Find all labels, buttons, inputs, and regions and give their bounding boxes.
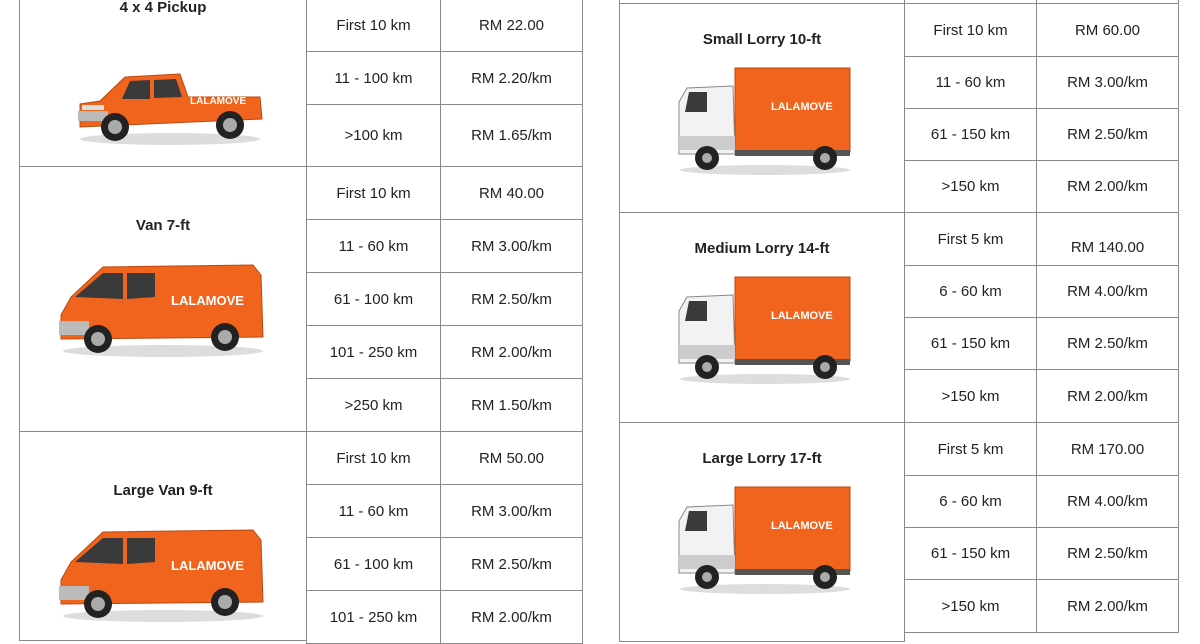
vehicle-cell-van-9ft xyxy=(19,431,307,641)
price-cell: RM 2.50/km xyxy=(1036,317,1179,370)
distance-cell: 11 - 60 km xyxy=(306,219,441,273)
price-cell: RM 4.00/km xyxy=(1036,265,1179,318)
distance-cell: First 10 km xyxy=(306,0,441,52)
van-icon xyxy=(53,255,273,360)
distance-cell: 61 - 150 km xyxy=(904,108,1037,161)
price-cell: RM 2.00/km xyxy=(1036,160,1179,213)
pickup-truck-icon xyxy=(70,49,270,149)
distance-cell: 11 - 100 km xyxy=(306,51,441,105)
van-icon xyxy=(53,520,273,625)
price-cell: RM 2.00/km xyxy=(440,325,583,379)
price-cell: RM 2.50/km xyxy=(440,272,583,326)
lorry-icon xyxy=(675,481,855,596)
price-cell: RM 2.50/km xyxy=(1036,527,1179,580)
vehicle-name: Large Lorry 17-ft xyxy=(702,450,822,467)
brand-logo: LALAMOVE xyxy=(190,96,247,107)
price-cell: RM 170.00 xyxy=(1036,422,1179,476)
price-cell: RM 2.00/km xyxy=(1036,579,1179,633)
vehicle-cell-small-lorry xyxy=(619,3,905,213)
price-cell: RM 2.50/km xyxy=(440,537,583,591)
distance-cell: 6 - 60 km xyxy=(904,265,1037,318)
brand-logo: LALAMOVE xyxy=(771,310,833,322)
brand-logo: LALAMOVE xyxy=(771,520,833,532)
distance-cell: 61 - 150 km xyxy=(904,317,1037,370)
price-cell: RM 50.00 xyxy=(440,431,583,485)
distance-cell: 11 - 60 km xyxy=(306,484,441,538)
price-cell: RM 140.00 xyxy=(1036,212,1179,266)
lorry-icon xyxy=(675,62,855,177)
price-cell: RM 2.20/km xyxy=(440,51,583,105)
vehicle-name: Van 7-ft xyxy=(135,217,191,234)
brand-logo: LALAMOVE xyxy=(171,293,244,308)
distance-cell: 11 - 60 km xyxy=(904,56,1037,109)
distance-cell: 6 - 60 km xyxy=(904,475,1037,528)
vehicle-cell-pickup xyxy=(19,0,307,167)
lorry-icon xyxy=(675,271,855,386)
distance-cell: First 5 km xyxy=(904,422,1037,476)
distance-cell: >100 km xyxy=(306,104,441,167)
distance-cell: 61 - 100 km xyxy=(306,272,441,326)
price-cell: RM 2.00/km xyxy=(440,590,583,644)
vehicle-name: Large Van 9-ft xyxy=(113,482,213,499)
price-cell: RM 60.00 xyxy=(1036,3,1179,57)
price-cell: RM 3.00/km xyxy=(440,219,583,273)
brand-logo: LALAMOVE xyxy=(171,558,244,573)
distance-cell: >150 km xyxy=(904,579,1037,633)
price-cell: RM 1.50/km xyxy=(440,378,583,432)
price-cell: RM 3.00/km xyxy=(1036,56,1179,109)
price-cell: RM 3.00/km xyxy=(440,484,583,538)
vehicle-cell-large-lorry xyxy=(619,422,905,642)
distance-cell: 101 - 250 km xyxy=(306,590,441,644)
brand-logo: LALAMOVE xyxy=(771,101,833,113)
price-cell: RM 1.65/km xyxy=(440,104,583,167)
price-cell: RM 2.50/km xyxy=(1036,108,1179,161)
vehicle-cell-van-7ft xyxy=(19,166,307,432)
price-cell: RM 22.00 xyxy=(440,0,583,52)
vehicle-name: Medium Lorry 14-ft xyxy=(694,240,830,257)
distance-cell: First 10 km xyxy=(306,431,441,485)
distance-cell: First 10 km xyxy=(306,166,441,220)
distance-cell: >150 km xyxy=(904,369,1037,423)
distance-cell: >150 km xyxy=(904,160,1037,213)
distance-cell: 61 - 100 km xyxy=(306,537,441,591)
distance-cell: First 10 km xyxy=(904,3,1037,57)
distance-cell: First 5 km xyxy=(904,212,1037,266)
vehicle-name: Small Lorry 10-ft xyxy=(702,31,822,48)
price-cell: RM 40.00 xyxy=(440,166,583,220)
vehicle-name: 4 x 4 Pickup xyxy=(119,0,207,16)
vehicle-cell-medium-lorry xyxy=(619,212,905,423)
price-cell: RM 4.00/km xyxy=(1036,475,1179,528)
distance-cell: 61 - 150 km xyxy=(904,527,1037,580)
distance-cell: >250 km xyxy=(306,378,441,432)
distance-cell: 101 - 250 km xyxy=(306,325,441,379)
price-cell: RM 2.00/km xyxy=(1036,369,1179,423)
